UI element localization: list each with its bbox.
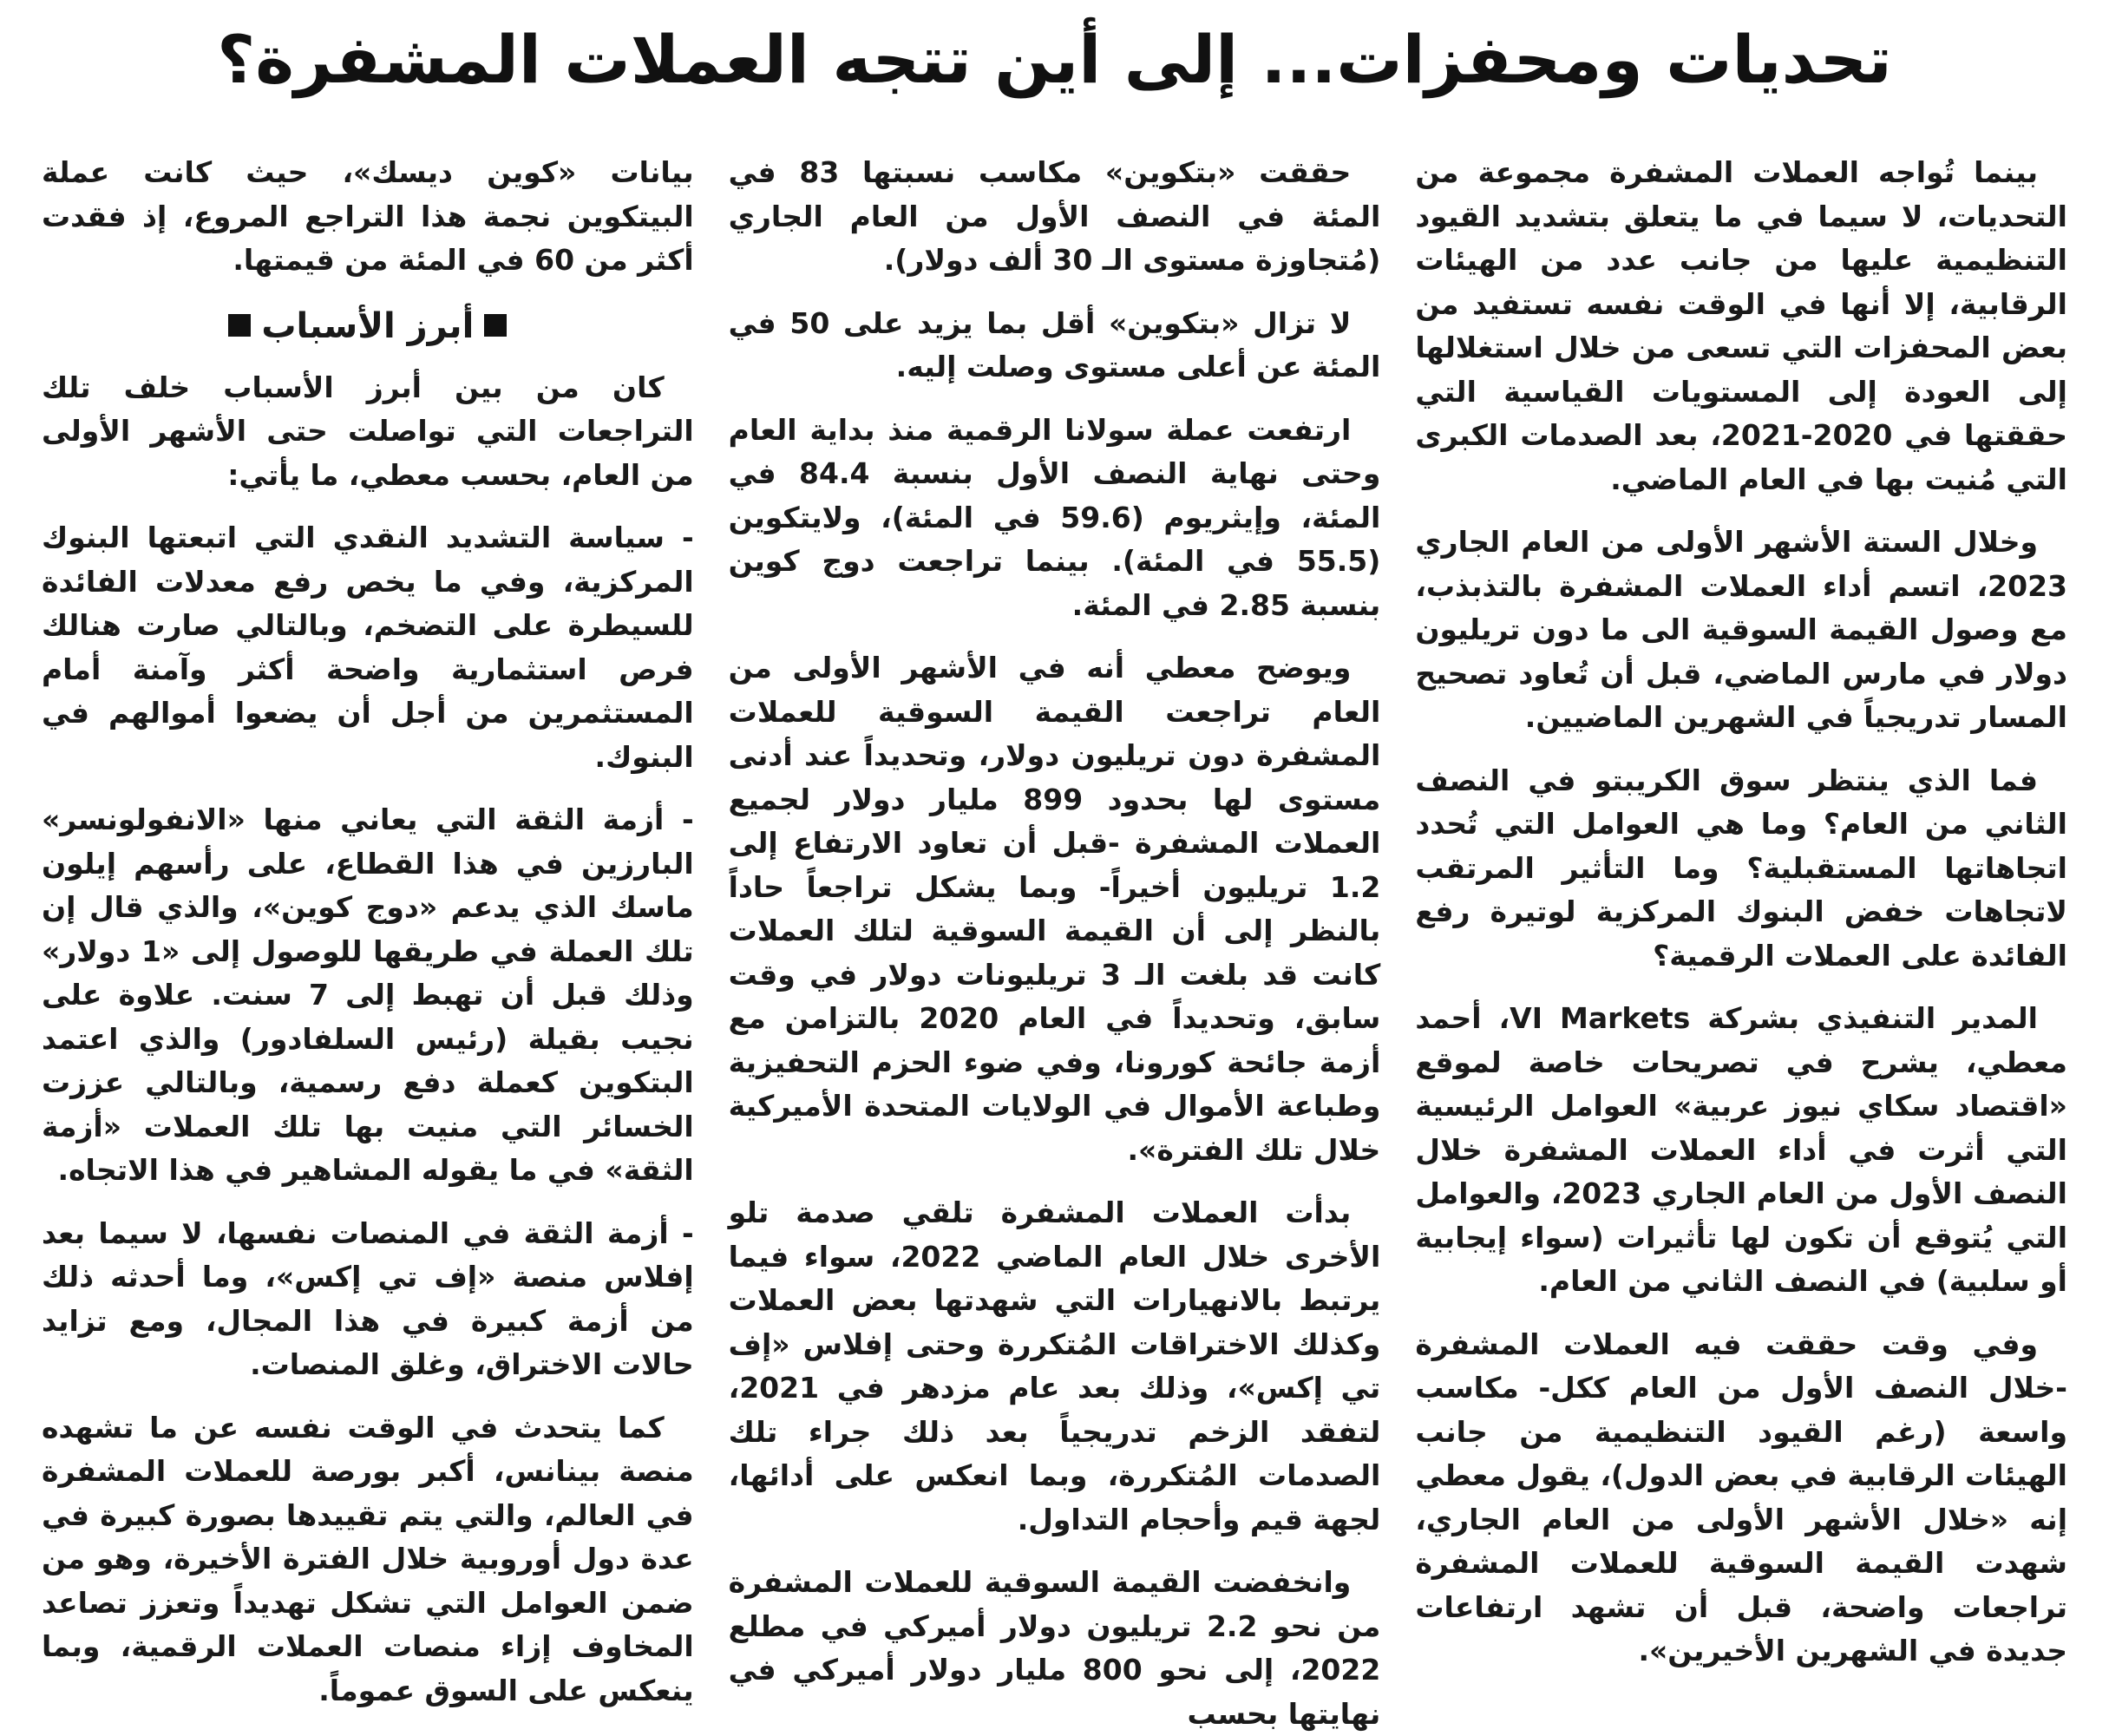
article-columns (41, 151, 2067, 1731)
paragraph: ارتفعت عملة سولانا الرقمية منذ بداية العام وحتى نهاية النصف الأول بنسبة 84.4 في المئة، وإيثريوم (59.6 في المئة)، ولايتكوين (55.5 في المئة). بينما تراجعت دوج كوين بنسبة 2.85 في المئة. (728, 412, 1381, 622)
paragraph: ويوضح معطي أنه في الأشهر الأولى من العام تراجعت القيمة السوقية للعملات المشفرة دون تريليون دولار، وتحديداً عند أدنى مستوى لها بحدود 899 مليار دولار لجميع العملات المشفرة -قبل أن تعاود الارتفاع إلى 1.2 تريليون أخيراً- وبما يشكل تراجعاً حاداً بالنظر إلى أن القيمة السوقية لتلك العملات كانت قد بلغت الـ 3 تريليونات دولار في وقت سابق، وتحديداً في العام 2020 بالتزامن مع أزمة جائحة كورونا، وفي ضوء الحزم التحفيزية وطباعة الأموال في الولايات المتحدة الأميركية خلال تلك الفترة». (728, 651, 1381, 1167)
list-item: - أزمة الثقة في المنصات نفسها، لا سيما بعد إفلاس منصة «إف تي إكس»، وما أحدثه ذلك من أزمة كبيرة في هذا المجال، ومع تزايد حالات الاختراق، وغلق المنصات. (41, 1215, 694, 1381)
paragraph: بدأت العملات المشفرة تلقي صدمة تلو الأخرى خلال العام الماضي 2022، سواء فيما يرتبط بالانهيارات التي شهدتها بعض العملات وكذلك الاختراقات المُتكررة وحتى إفلاس «إف تي إكس»، وذلك بعد عام مزدهر في 2021، لتفقد الزخم تدريجياً بعد ذلك جراء تلك الصدمات المُتكررة، وبما انعكس على أدائها، لجهة قيم وأحجام التداول. (728, 1196, 1381, 1536)
column-right (1415, 151, 2067, 1667)
paragraph: لا تزال «بتكوين» أقل بما يزيد على 50 في المئة عن أعلى مستوى وصلت إليه. (728, 305, 1381, 383)
column-left (41, 151, 694, 1707)
paragraph: كما يتحدث في الوقت نفسه عن ما تشهده منصة بينانس، أكبر بورصة للعملات المشفرة في العالم، والتي يتم تقييدها بصورة كبيرة في عدة دول أوروبية خلال الفترة الأخيرة، وهو من ضمن العوامل التي تشكل تهديداً وتعزز تصاعد المخاوف إزاء منصات العملات الرقمية، وبما ينعكس على السوق عموماً. (41, 1410, 694, 1707)
article-headline: تحديات ومحفزات... إلى أين تتجه العملات المشفرة؟ (217, 21, 1892, 98)
paragraph: بيانات «كوين ديسك»، حيث كانت عملة البيتكوين نجمة هذا التراجع المروع، إذ فقدت أكثر من 60 في المئة من قيمتها. (41, 155, 694, 277)
section-subheading (42, 302, 694, 350)
paragraph: وانخفضت القيمة السوقية للعملات المشفرة من نحو 2.2 تريليون دولار أميركي في مطلع 2022، إلى نحو 800 مليار دولار أميركي في نهايتها بحسب (728, 1565, 1381, 1731)
paragraph: كان من بين أبرز الأسباب خلف تلك التراجعات التي تواصلت حتى الأشهر الأولى من العام، بحسب معطي، ما يأتي: (41, 370, 694, 492)
paragraph: المدير التنفيذي بشركة VI Markets، أحمد معطي، يشرح في تصريحات خاصة لموقع «اقتصاد سكاي نيوز عربية» العوامل الرئيسية التي أثرت في أداء العملات المشفرة خلال النصف الأول من العام الجاري 2023، والعوامل التي يُتوقع أن تكون لها تأثيرات (سواء إيجابية أو سلبية) في النصف الثاني من العام. (1415, 1001, 2067, 1298)
paragraph: وخلال الستة الأشهر الأولى من العام الجاري 2023، اتسم أداء العملات المشفرة بالتذبذب، مع وصول القيمة السوقية الى ما دون تريليون دولار في مارس الماضي، قبل أن تُعاود تصحيح المسار تدريجياً في الشهرين الماضيين. (1415, 525, 2067, 734)
list-item: - سياسة التشديد النقدي التي اتبعتها البنوك المركزية، وفي ما يخص رفع معدلات الفائدة للسيطرة على التضخم، وبالتالي صارت هنالك فرص استثمارية واضحة أكثر وآمنة أمام المستثمرين من أجل أن يضعوا أموالهم في البنوك. (41, 521, 694, 774)
column-middle (728, 151, 1381, 1731)
square-bullet-icon (228, 314, 251, 337)
square-bullet-icon (484, 314, 507, 337)
subheading-text: أبرز الأسباب (261, 305, 475, 346)
list-item: - أزمة الثقة التي يعاني منها «الانفولونسر» البارزين في هذا القطاع، على رأسهم إيلون ماسك الذي يدعم «دوج كوين»، والذي قال إن تلك العملة في طريقها للوصول إلى «1 دولار» وذلك قبل أن تهبط إلى 7 سنت. علاوة على نجيب بقيلة (رئيس السلفادور) والذي اعتمد البتكوين كعملة دفع رسمية، وبالتالي عززت الخسائر التي منيت بها تلك العملات «أزمة الثقة» في ما يقوله المشاهير في هذا الاتجاه. (41, 802, 694, 1187)
paragraph: حققت «بتكوين» مكاسب نسبتها 83 في المئة في النصف الأول من العام الجاري (مُتجاوزة مستوى الـ 30 ألف دولار). (728, 155, 1381, 277)
paragraph: بينما تُواجه العملات المشفرة مجموعة من التحديات، لا سيما في ما يتعلق بتشديد القيود التنظيمية عليها من جانب عدد من الهيئات الرقابية، إلا أنها في الوقت نفسه تستفيد من بعض المحفزات التي تسعى من خلال استغلالها إلى العودة إلى المستويات القياسية التي حققتها في 2020-2021، بعد الصدمات الكبرى التي مُنيت بها في العام الماضي. (1415, 155, 2067, 496)
paragraph: فما الذي ينتظر سوق الكريبتو في النصف الثاني من العام؟ وما هي العوامل التي تُحدد اتجاهاتها المستقبلية؟ وما التأثير المرتقب لاتجاهات خفض البنوك المركزية لوتيرة رفع الفائدة على العملات الرقمية؟ (1415, 763, 2067, 973)
paragraph: وفي وقت حققت فيه العملات المشفرة -خلال النصف الأول من العام ككل- مكاسب واسعة (رغم القيود التنظيمية من جانب الهيئات الرقابية في بعض الدول)، يقول معطي إنه «خلال الأشهر الأولى من العام الجاري، شهدت القيمة السوقية للعملات المشفرة تراجعات واضحة، قبل أن تشهد ارتفاعات جديدة في الشهرين الأخيرين». (1415, 1327, 2067, 1667)
